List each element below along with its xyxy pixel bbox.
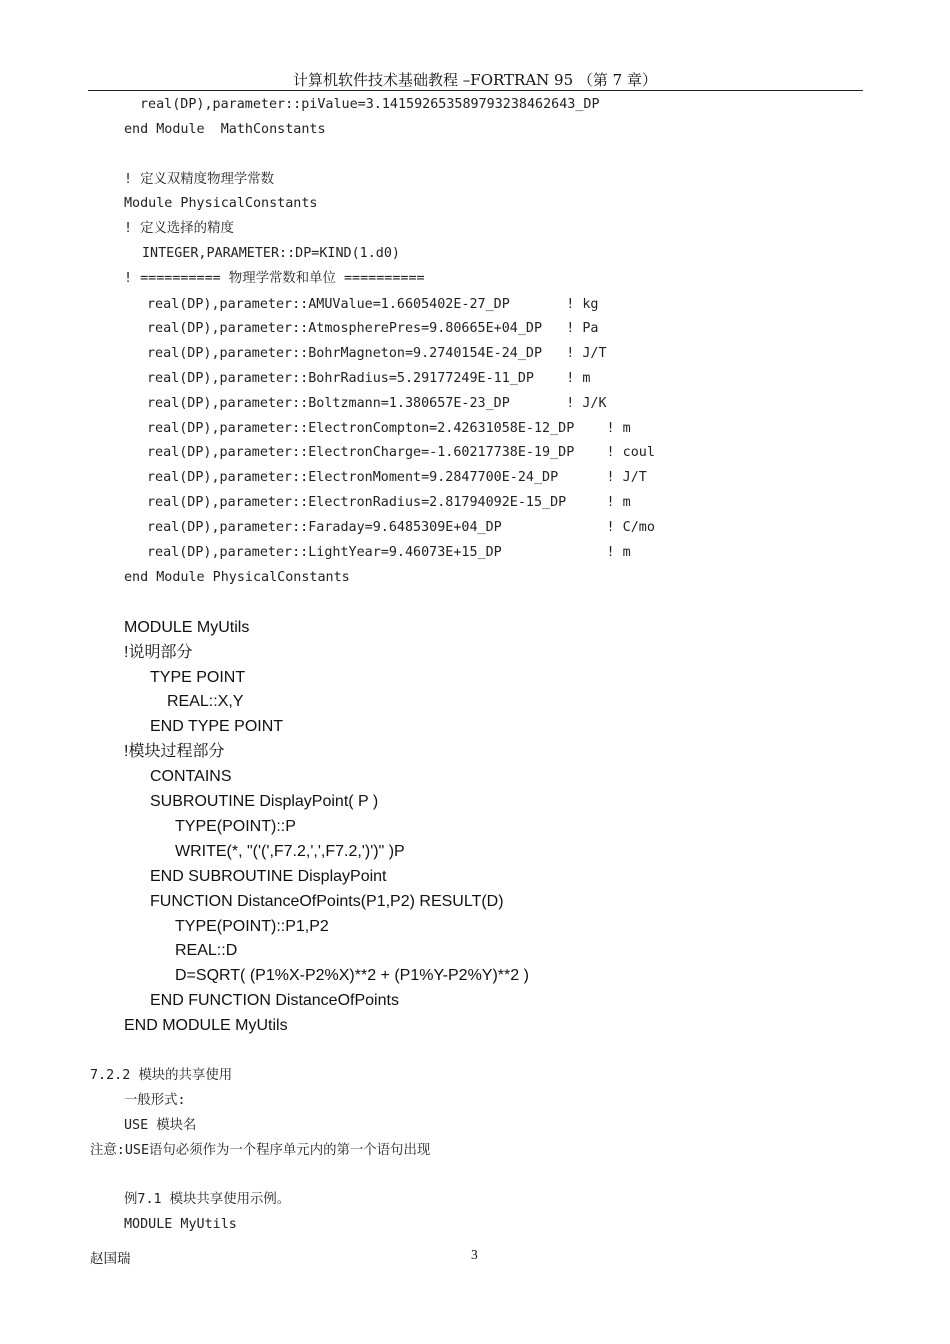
note-text: 注意:USE语句必须作为一个程序单元内的第一个语句出现	[90, 1143, 431, 1158]
page-header: 计算机软件技术基础教程 –FORTRAN 95 （第 7 章）	[293, 71, 657, 89]
code-line: MODULE MyUtils	[124, 1217, 237, 1232]
code-line: FUNCTION DistanceOfPoints(P1,P2) RESULT(D)	[150, 893, 504, 910]
code-line: real(DP),parameter::AMUValue=1.6605402E-27_DP ! kg	[147, 297, 599, 312]
code-line: CONTAINS	[150, 768, 232, 785]
code-line: END MODULE MyUtils	[124, 1017, 288, 1034]
syntax-line: USE 模块名	[124, 1118, 197, 1133]
body-text: 一般形式:	[124, 1093, 186, 1108]
comment-line: !说明部分	[124, 644, 193, 661]
code-line: WRITE(*, "('(',F7.2,',',F7.2,')')" )P	[175, 843, 405, 860]
comment-line: ! ========== 物理学常数和单位 ==========	[124, 271, 425, 286]
example-title: 例7.1 模块共享使用示例。	[124, 1192, 291, 1207]
code-line: REAL::D	[175, 942, 238, 959]
code-line: real(DP),parameter::ElectronCharge=-1.60217738E-19_DP ! coul	[147, 445, 655, 460]
code-line: TYPE(POINT)::P1,P2	[175, 918, 329, 935]
code-line: END TYPE POINT	[150, 718, 284, 735]
code-line: TYPE(POINT)::P	[175, 818, 296, 835]
code-line: end Module PhysicalConstants	[124, 570, 350, 585]
code-line: real(DP),parameter::AtmospherePres=9.80665E+04_DP ! Pa	[147, 321, 599, 336]
code-line: real(DP),parameter::ElectronMoment=9.2847700E-24_DP ! J/T	[147, 470, 647, 485]
code-line: end Module MathConstants	[124, 122, 326, 137]
code-line: Module PhysicalConstants	[124, 196, 318, 211]
code-line: real(DP),parameter::BohrRadius=5.29177249E-11_DP ! m	[147, 371, 591, 386]
code-line: TYPE POINT	[150, 669, 246, 686]
code-line: MODULE MyUtils	[124, 619, 250, 636]
code-line: INTEGER,PARAMETER::DP=KIND(1.d0)	[142, 246, 400, 261]
code-line: real(DP),parameter::ElectronRadius=2.81794092E-15_DP ! m	[147, 495, 631, 510]
code-line: real(DP),parameter::ElectronCompton=2.42631058E-12_DP ! m	[147, 421, 631, 436]
code-line: END SUBROUTINE DisplayPoint	[150, 868, 387, 885]
header-rule	[88, 90, 863, 91]
comment-line: ! 定义双精度物理学常数	[124, 172, 275, 187]
code-line: real(DP),parameter::piValue=3.14159265358979323846264З_DP	[140, 97, 600, 112]
comment-line: !模块过程部分	[124, 743, 225, 760]
code-line: END FUNCTION DistanceOfPoints	[150, 992, 399, 1009]
code-line: real(DP),parameter::LightYear=9.46073E+15_DP ! m	[147, 545, 631, 560]
code-line: real(DP),parameter::Boltzmann=1.380657E-23_DP ! J/K	[147, 396, 607, 411]
code-line: real(DP),parameter::BohrMagneton=9.2740154E-24_DP ! J/T	[147, 346, 607, 361]
page-number: 3	[471, 1247, 478, 1262]
comment-line: ! 定义选择的精度	[124, 221, 234, 236]
code-line: REAL::X,Y	[167, 693, 244, 710]
footer-author: 赵国瑞	[90, 1251, 131, 1267]
code-line: real(DP),parameter::Faraday=9.6485309E+04_DP ! C/mo	[147, 520, 655, 535]
section-heading: 7.2.2 模块的共享使用	[90, 1068, 233, 1083]
code-line: SUBROUTINE DisplayPoint( P )	[150, 793, 379, 810]
code-line: D=SQRT( (P1%X-P2%X)**2 + (P1%Y-P2%Y)**2 )	[175, 967, 529, 984]
